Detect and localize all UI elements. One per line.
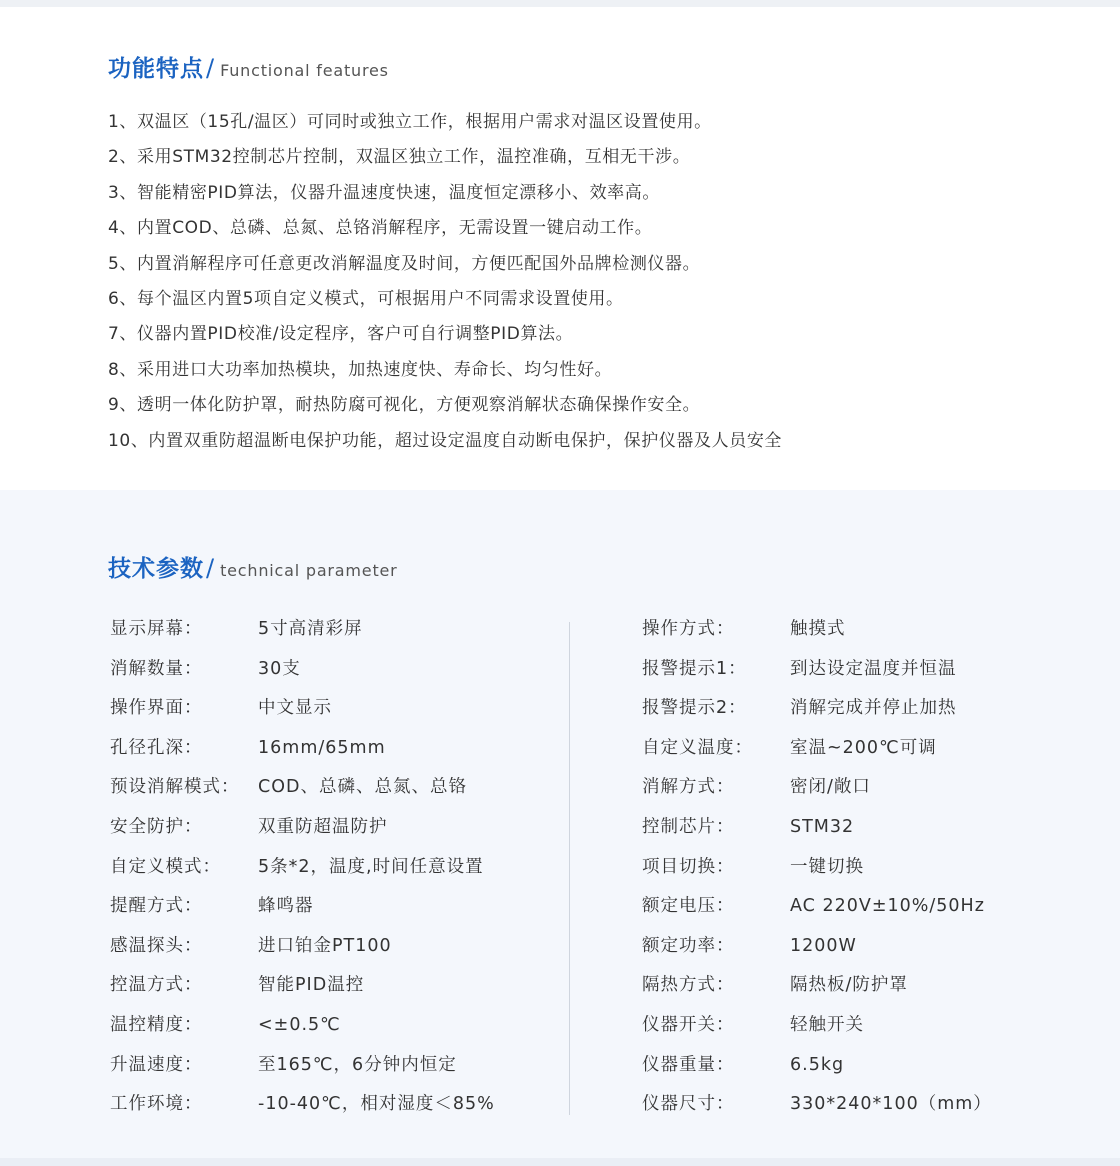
param-row [642,1046,992,1086]
param-value: 至165℃，6分钟内恒定 [258,1054,457,1075]
feature-item-2: 2、采用STM32控制芯片控制，双温区独立工作，温控准确，互相无干涉。 [108,147,691,168]
column-divider [569,622,570,1115]
param-row [642,848,992,888]
feature-item-7: 7、仪器内置PID校准/设定程序，客户可自行调整PID算法。 [108,324,574,345]
param-label: 自定义温度： [642,737,753,758]
param-label: 消解方式： [642,777,735,798]
param-row [642,650,992,690]
param-label: 提醒方式： [110,896,203,917]
param-label: 工作环境： [110,1094,203,1115]
param-row [110,610,495,650]
features-title-en: Functional features [220,61,389,80]
param-row [110,1046,495,1086]
param-value: AC 220V±10%/50Hz [790,896,985,917]
param-row [110,927,495,967]
param-value: 触摸式 [790,619,846,639]
param-row [642,1006,992,1046]
feature-item-4: 4、内置COD、总磷、总氮、总铬消解程序，无需设置一键启动工作。 [108,218,653,239]
param-row [110,768,495,808]
param-value: 到达设定温度并恒温 [790,658,957,679]
param-value: 5条*2，温度,时间任意设置 [258,856,484,877]
param-label: 控温方式： [110,975,203,996]
feature-item-5: 5、内置消解程序可任意更改消解温度及时间，方便匹配国外品牌检测仪器。 [108,253,701,274]
param-row [642,887,992,927]
features-title-slash: / [206,54,215,82]
param-value: <±0.5℃ [258,1014,341,1035]
param-row [642,1085,992,1125]
feature-list [108,105,782,459]
param-label: 温控精度： [110,1014,203,1035]
param-value: 消解完成并停止加热 [790,698,957,719]
bottom-divider-bar [0,1158,1120,1166]
param-label: 额定功率： [642,935,735,956]
feature-item-9: 9、透明一体化防护罩，耐热防腐可视化，方便观察消解状态确保操作安全。 [108,395,701,416]
feature-item-6: 6、每个温区内置5项自定义模式，可根据用户不同需求设置使用。 [108,288,624,309]
param-row [110,1006,495,1046]
param-value: 密闭/敞口 [790,777,871,798]
param-label: 报警提示2： [642,698,747,719]
param-value: 蜂鸣器 [258,896,314,917]
param-row [642,927,992,967]
param-label: 项目切换： [642,856,735,877]
param-value: 5寸高清彩屏 [258,619,363,639]
param-row [642,689,992,729]
features-heading [108,50,389,83]
param-row [642,729,992,769]
feature-item-10: 10、内置双重防超温断电保护功能，超过设定温度自动断电保护，保护仪器及人员安全 [108,430,783,451]
param-label: 消解数量： [110,658,203,679]
param-value: 330*240*100（mm） [790,1094,992,1115]
param-value: 16mm/65mm [258,737,386,758]
param-row [110,689,495,729]
param-value: STM32 [790,816,855,837]
param-label: 报警提示1： [642,658,747,679]
param-label: 仪器尺寸： [642,1094,735,1115]
feature-item-3: 3、智能精密PID算法，仪器升温速度快速，温度恒定漂移小、效率高。 [108,182,660,203]
feature-item-1: 1、双温区（15孔/温区）可同时或独立工作，根据用户需求对温区设置使用。 [108,112,712,132]
param-label: 操作界面： [110,698,203,719]
param-row [110,729,495,769]
feature-item-8: 8、采用进口大功率加热模块，加热速度快、寿命长、均匀性好。 [108,359,613,380]
param-row [110,808,495,848]
param-value: 1200W [790,935,857,956]
param-value: 智能PID温控 [258,975,365,996]
param-label: 孔径孔深： [110,737,203,758]
param-row [110,848,495,888]
params-title-cn: 技术参数 [108,556,204,582]
param-value: 双重防超温防护 [258,816,388,837]
param-value: 隔热板/防护罩 [790,975,908,996]
param-value: COD、总磷、总氮、总铬 [258,777,467,798]
param-row [642,768,992,808]
features-title-cn: 功能特点 [108,56,204,82]
param-value: 6.5kg [790,1054,845,1075]
param-value: 室温~200℃可调 [790,737,937,758]
param-label: 控制芯片： [642,816,735,837]
param-label: 自定义模式： [110,856,221,877]
param-label: 显示屏幕： [110,619,203,639]
param-label: 升温速度： [110,1054,203,1075]
param-label: 仪器开关： [642,1014,735,1035]
param-row [110,887,495,927]
param-value: 30支 [258,658,301,679]
params-left-column [110,610,495,1125]
param-row [642,808,992,848]
param-row [110,966,495,1006]
params-heading [108,550,398,583]
param-label: 额定电压： [642,896,735,917]
param-row [642,966,992,1006]
param-label: 预设消解模式： [110,777,240,798]
param-row [642,610,992,650]
param-label: 隔热方式： [642,975,735,996]
param-label: 安全防护： [110,816,203,837]
param-value: 一键切换 [790,856,864,877]
top-divider-bar [0,0,1120,7]
param-row [110,1085,495,1125]
param-value: 中文显示 [258,698,332,719]
param-row [110,650,495,690]
param-value: 轻触开关 [790,1014,864,1035]
params-title-slash: / [206,554,215,582]
param-label: 感温探头： [110,935,203,956]
params-right-column [642,610,992,1125]
param-label: 仪器重量： [642,1054,735,1075]
param-value: -10-40℃，相对湿度＜85% [258,1094,495,1115]
param-value: 进口铂金PT100 [258,935,392,956]
param-label: 操作方式： [642,619,735,639]
params-title-en: technical parameter [220,561,398,580]
